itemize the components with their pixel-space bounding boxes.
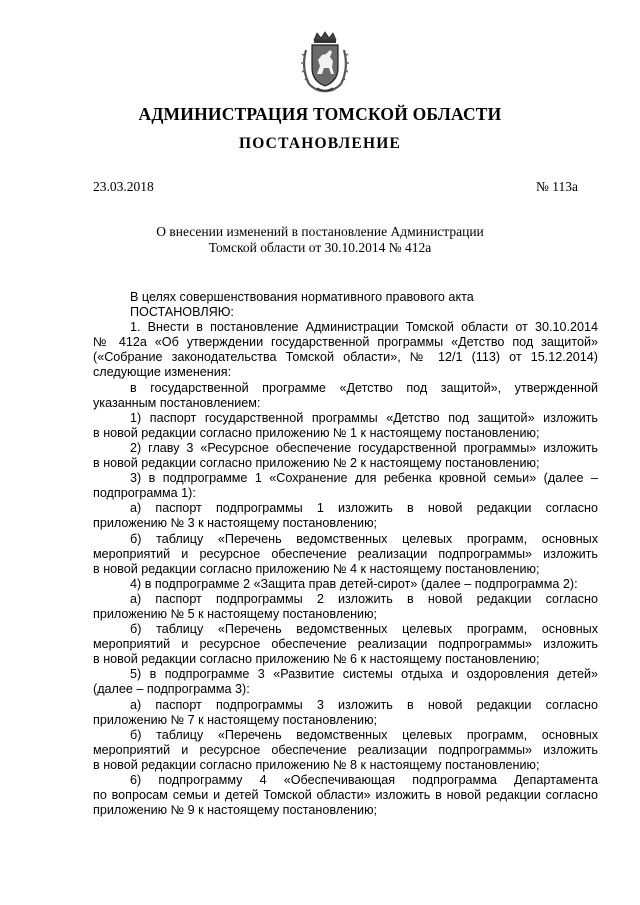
- body-line: в новой редакции согласно приложению № 1 к настоящему постановлению;: [93, 425, 540, 440]
- body-line: (далее – подпрограмма 3):: [93, 682, 250, 697]
- body-line: приложению № 7 к настоящему постановлению;: [93, 712, 378, 727]
- body-line: 5) в подпрограмме 3 «Развитие системы отдыха и оздоровления детей»: [130, 667, 598, 682]
- body-line: мероприятий и ресурсное обеспечение реализации подпрограммы» изложить: [93, 637, 598, 652]
- body-line: в новой редакции согласно приложению № 6 к настоящему постановлению;: [93, 652, 540, 667]
- body-line: 1. Внести в постановление Администрации Томской области от 30.10.2014: [130, 320, 598, 335]
- body-line: приложению № 9 к настоящему постановлению;: [93, 803, 378, 818]
- body-line: а) паспорт подпрограммы 3 изложить в новой редакции согласно: [130, 697, 598, 712]
- body-line: № 412а «Об утверждении государственной программы «Детство под защитой»: [93, 335, 598, 350]
- body-line: по вопросам семьи и детей Томской области» изложить в новой редакции согласно: [93, 788, 598, 803]
- document-subject: [0, 224, 640, 256]
- body-line: 2) главу 3 «Ресурсное обеспечение государственной программы» изложить: [130, 440, 598, 455]
- subject-line: Томской области от 30.10.2014 № 412а: [208, 240, 432, 255]
- document-type: ПОСТАНОВЛЕНИЕ: [238, 135, 402, 152]
- body-line: в новой редакции согласно приложению № 2 к настоящему постановлению;: [93, 456, 540, 471]
- body-line: В целях совершенствования нормативного правового акта: [130, 290, 474, 304]
- body-line: указанным постановлением:: [93, 395, 261, 410]
- body-line: б) таблицу «Перечень ведомственных целевых программ, основных: [130, 531, 598, 546]
- body-line: следующие изменения:: [93, 365, 232, 380]
- body-line: в государственной программе «Детство под защитой», утвержденной: [130, 380, 598, 395]
- body-line: в новой редакции согласно приложению № 8 к настоящему постановлению;: [93, 757, 540, 772]
- body-line: приложению № 5 к настоящему постановлению;: [93, 606, 378, 621]
- body-line: подпрограмма 1):: [93, 486, 196, 501]
- body-line: а) паспорт подпрограммы 1 изложить в новой редакции согласно: [130, 501, 598, 516]
- body-line: 6) подпрограмму 4 «Обеспечивающая подпрограмма Департамента: [130, 773, 598, 787]
- document-body: [93, 290, 598, 818]
- tomsk-coat-of-arms-icon: [297, 30, 353, 94]
- body-line: 3) в подпрограмме 1 «Сохранение для ребенка кровной семьи» (далее –: [130, 471, 598, 486]
- body-line: б) таблицу «Перечень ведомственных целевых программ, основных: [130, 622, 598, 637]
- body-line: в новой редакции согласно приложению № 4 к настоящему постановлению;: [93, 561, 540, 576]
- body-line: б) таблицу «Перечень ведомственных целевых программ, основных: [130, 727, 598, 742]
- body-line: ПОСТАНОВЛЯЮ:: [130, 305, 234, 320]
- body-line: («Собрание законодательства Томской области», № 12/1 (113) от 15.12.2014): [93, 350, 598, 365]
- document-number: № 113а: [536, 179, 578, 194]
- body-line: мероприятий и ресурсное обеспечение реализации подпрограммы» изложить: [93, 546, 598, 561]
- organization-name: АДМИНИСТРАЦИЯ ТОМСКОЙ ОБЛАСТИ: [138, 104, 502, 124]
- body-line: 4) в подпрограмме 2 «Защита прав детей-сирот» (далее – подпрограмма 2):: [130, 576, 578, 591]
- subject-line: О внесении изменений в постановление Администрации: [156, 224, 484, 239]
- body-line: а) паспорт подпрограммы 2 изложить в новой редакции согласно: [130, 591, 598, 606]
- body-line: приложению № 3 к настоящему постановлению;: [93, 516, 378, 531]
- body-line: 1) паспорт государственной программы «Детство под защитой» изложить: [130, 410, 598, 425]
- body-line: мероприятий и ресурсное обеспечение реализации подпрограммы» изложить: [93, 742, 598, 757]
- document-date: 23.03.2018: [93, 179, 154, 194]
